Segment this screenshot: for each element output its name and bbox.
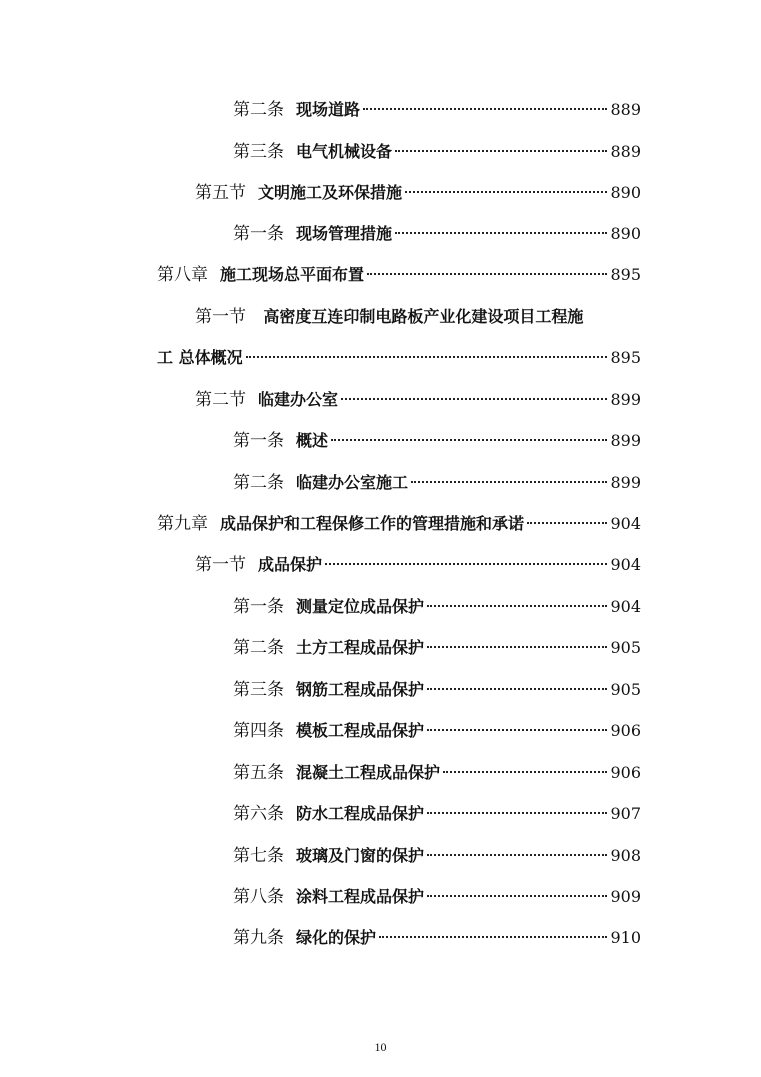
toc-leader-dots <box>427 688 607 690</box>
toc-leader-dots <box>427 646 607 648</box>
toc-entry-page: 890 <box>610 183 641 202</box>
toc-entry-label: 第一条 <box>233 431 284 451</box>
toc-entry-page: 899 <box>610 390 641 409</box>
toc-entry-page: 904 <box>610 555 641 574</box>
toc-entry-page: 908 <box>610 846 641 865</box>
toc-entry[interactable] <box>195 180 641 206</box>
toc-entry[interactable] <box>157 262 641 288</box>
toc-entry-title: 土方工程成品保护 <box>296 638 425 657</box>
toc-entry[interactable] <box>233 801 641 827</box>
toc-entry-title: 成品保护和工程保修工作的管理措施和承诺 <box>220 514 525 533</box>
toc-entry-label: 第二条 <box>233 473 284 493</box>
toc-entry-page: 895 <box>610 348 641 367</box>
toc-entry-page: 899 <box>610 473 641 492</box>
toc-leader-dots <box>341 398 607 400</box>
toc-leader-dots <box>427 605 607 607</box>
toc-entry[interactable] <box>233 884 641 910</box>
toc-entry-title: 模板工程成品保护 <box>296 721 425 740</box>
toc-entry[interactable] <box>233 97 641 123</box>
toc-entry[interactable] <box>233 843 641 869</box>
toc-entry[interactable] <box>233 428 641 454</box>
toc-entry-title: 混凝土工程成品保护 <box>296 763 441 782</box>
toc-entry-title: 高密度互连印制电路板产业化建设项目工程施 <box>263 307 584 326</box>
toc-entry-title: 测量定位成品保护 <box>296 597 425 616</box>
toc-entry-label: 第二条 <box>233 100 284 120</box>
toc-entry-page: 905 <box>610 638 641 657</box>
toc-leader-dots <box>246 356 608 358</box>
toc-entry-title: 绿化的保护 <box>296 928 377 947</box>
toc-entry-page: 904 <box>610 514 641 533</box>
toc-entry[interactable] <box>233 594 641 620</box>
toc-leader-dots <box>427 854 607 856</box>
toc-entry-label: 第九章 <box>157 514 208 534</box>
toc-entry[interactable] <box>195 387 641 413</box>
toc-entry-label: 第一条 <box>233 224 284 244</box>
toc-leader-dots <box>427 895 607 897</box>
toc-entry-label: 第九条 <box>233 928 284 948</box>
toc-entry-page: 895 <box>610 265 641 284</box>
toc-entry-page: 906 <box>610 763 641 782</box>
toc-entry-label: 第一节 <box>195 307 246 327</box>
toc-entry-page: 890 <box>610 224 641 243</box>
toc-entry-wrapped-second-line[interactable] <box>157 345 641 371</box>
toc-entry-title: 临建办公室 <box>258 390 339 409</box>
toc-entry-label: 第三条 <box>233 142 284 162</box>
toc-entry-title: 涂料工程成品保护 <box>296 887 425 906</box>
toc-entry-title: 钢筋工程成品保护 <box>296 680 425 699</box>
toc-entry-page: 910 <box>610 928 641 947</box>
toc-entry-label: 第一节 <box>195 555 246 575</box>
toc-entry-title-continuation: 工 总体概况 <box>157 348 243 367</box>
toc-entry[interactable] <box>157 511 641 537</box>
toc-entry-page: 909 <box>610 887 641 906</box>
toc-entry-label: 第八章 <box>157 265 208 285</box>
toc-entry-title: 现场管理措施 <box>296 224 393 243</box>
toc-entry-page: 907 <box>610 804 641 823</box>
toc-leader-dots <box>427 729 607 731</box>
toc-entry[interactable] <box>233 139 641 165</box>
toc-entry[interactable] <box>233 221 641 247</box>
toc-entry[interactable] <box>233 718 641 744</box>
toc-entry-page: 906 <box>610 721 641 740</box>
toc-entry-title: 玻璃及门窗的保护 <box>296 846 425 865</box>
toc-leader-dots <box>527 522 607 524</box>
toc-entry[interactable] <box>233 470 641 496</box>
toc-entry-label: 第八条 <box>233 887 284 907</box>
toc-entry-label: 第四条 <box>233 721 284 741</box>
toc-entry-page: 905 <box>610 680 641 699</box>
toc-entry-label: 第五条 <box>233 763 284 783</box>
toc-leader-dots <box>331 439 607 441</box>
toc-leader-dots <box>367 273 607 275</box>
toc-leader-dots <box>379 936 607 938</box>
toc-entry-title: 临建办公室施工 <box>296 473 409 492</box>
toc-entry-title: 概述 <box>296 431 329 450</box>
toc-leader-dots <box>363 108 607 110</box>
toc-entry-title: 现场道路 <box>296 100 361 119</box>
toc-entry-label: 第二条 <box>233 638 284 658</box>
toc-entry-title: 防水工程成品保护 <box>296 804 425 823</box>
toc-entry-label: 第七条 <box>233 846 284 866</box>
toc-entry-label: 第一条 <box>233 597 284 617</box>
toc-leader-dots <box>427 812 607 814</box>
toc-entry-title: 文明施工及环保措施 <box>258 183 403 202</box>
toc-entry[interactable] <box>233 925 641 951</box>
toc-entry[interactable] <box>233 677 641 703</box>
toc-leader-dots <box>405 191 607 193</box>
toc-leader-dots <box>395 232 607 234</box>
toc-entry[interactable] <box>233 635 641 661</box>
toc-entry-wrapped-first-line[interactable] <box>195 304 641 330</box>
toc-leader-dots <box>411 481 607 483</box>
toc-entry-page: 904 <box>610 597 641 616</box>
toc-entry-title: 施工现场总平面布置 <box>220 265 365 284</box>
toc-entry-label: 第六条 <box>233 804 284 824</box>
toc-leader-dots <box>443 771 607 773</box>
toc-entry[interactable] <box>195 552 641 578</box>
toc-entry-title: 电气机械设备 <box>296 142 393 161</box>
toc-entry-page: 889 <box>610 142 641 161</box>
toc-entry-label: 第五节 <box>195 183 246 203</box>
toc-entry-title: 成品保护 <box>258 555 323 574</box>
toc-entry-page: 889 <box>610 100 641 119</box>
toc-leader-dots <box>395 150 607 152</box>
toc-leader-dots <box>325 563 607 565</box>
toc-entry-label: 第三条 <box>233 680 284 700</box>
toc-entry-page: 899 <box>610 431 641 450</box>
toc-entry-label: 第二节 <box>195 390 246 410</box>
page-number: 10 <box>374 1040 387 1054</box>
toc-entry[interactable] <box>233 760 641 786</box>
